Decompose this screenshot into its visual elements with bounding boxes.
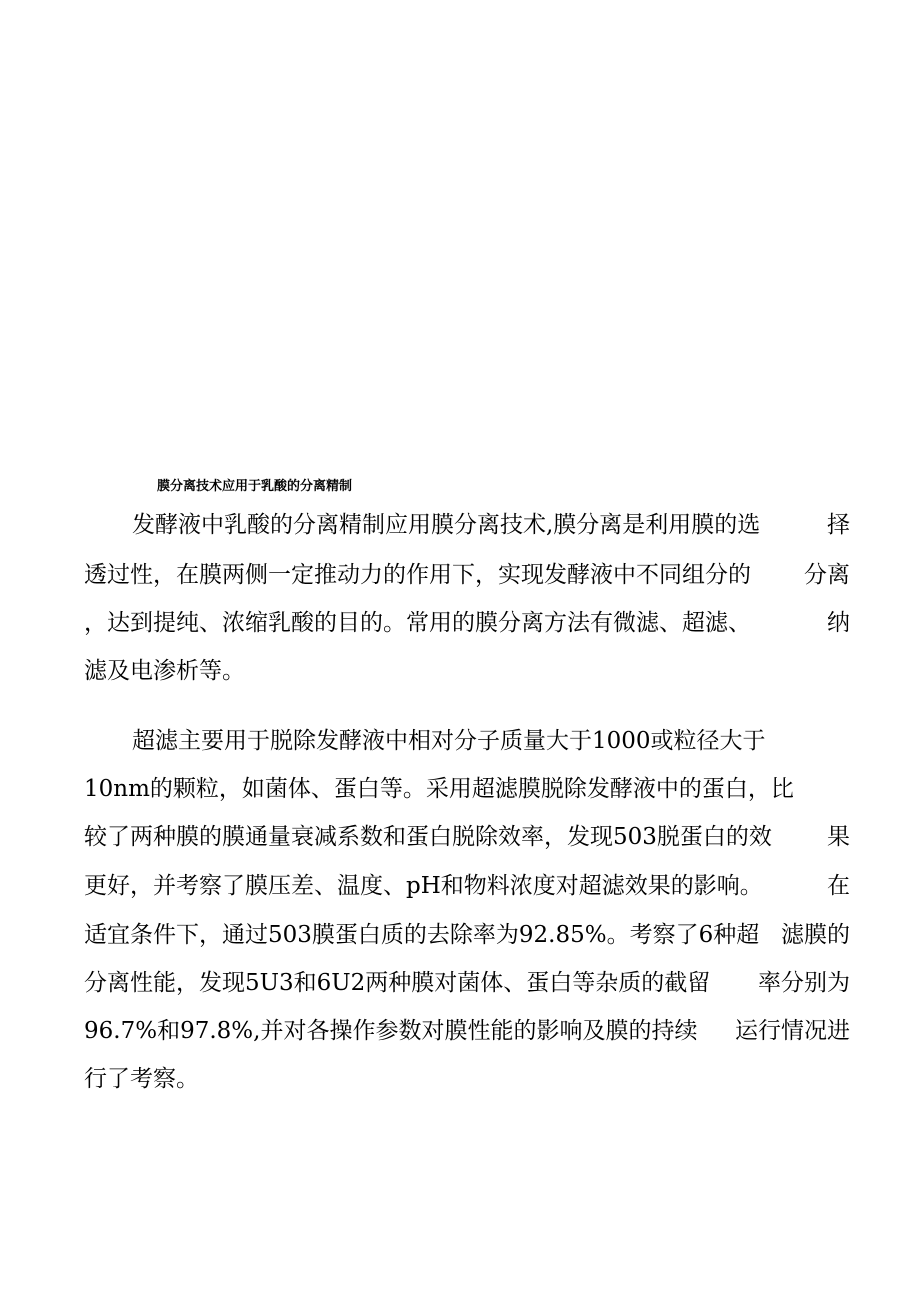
text-segment: 滤膜的 [781,922,850,948]
text-segment: ，达到提纯、浓缩乳酸的目的。常用的膜分离方法有微滤、超滤、 [84,610,751,636]
paragraph-1-line-4 [84,656,850,686]
text-segment: 96.7%和97.8%,并对各操作参数对膜性能的影响及膜的持续 [84,1018,698,1044]
paragraph-2-line-5 [84,920,850,950]
paragraph-1-line-2 [84,560,850,590]
text-segment: 运行情况进 [735,1018,850,1044]
text-segment: 适宜条件下，通过503膜蛋白质的去除率为92.85%。考察了6种超 [84,922,760,948]
text-segment: 滤及电渗析等。 [84,658,245,684]
paragraph-2-line-6 [84,968,850,998]
text-segment: 分离 [804,562,850,588]
paragraph-1-line-3 [84,608,850,638]
text-segment: 择 [827,512,850,538]
text-segment: 果 [827,824,850,850]
paragraph-2-line-1 [132,726,850,756]
text-segment: 率分别为 [758,970,850,996]
document-title: 膜分离技术应用于乳酸的分离精制 [157,479,353,494]
text-segment: 发酵液中乳酸的分离精制应用膜分离技术,膜分离是利用膜的选 [132,512,761,538]
paragraph-2-line-8 [84,1064,850,1094]
text-segment: 更好，并考察了膜压差、温度、pH和物料浓度对超滤效果的影响。 [84,873,763,899]
text-segment: 纳 [827,610,850,636]
paragraph-1-line-1 [132,510,850,540]
text-segment: 10nm的颗粒，如菌体、蛋白等。采用超滤膜脱除发酵液中的蛋白，比 [84,776,794,802]
text-segment: 透过性，在膜两侧一定推动力的作用下，实现发酵液中不同组分的 [84,562,751,588]
text-segment: 在 [827,873,850,899]
paragraph-2-line-4 [84,871,850,901]
paragraph-2-line-2 [84,774,850,804]
paragraph-2-line-7 [84,1016,850,1046]
text-segment: 较了两种膜的膜通量衰减系数和蛋白脱除效率，发现503脱蛋白的效 [84,824,772,850]
text-segment: 行了考察。 [84,1066,199,1092]
text-segment: 超滤主要用于脱除发酵液中相对分子质量大于1000或粒径大于 [132,728,766,754]
paragraph-2-line-3 [84,822,850,852]
text-segment: 分离性能，发现5U3和6U2两种膜对菌体、蛋白等杂质的截留 [84,970,711,996]
